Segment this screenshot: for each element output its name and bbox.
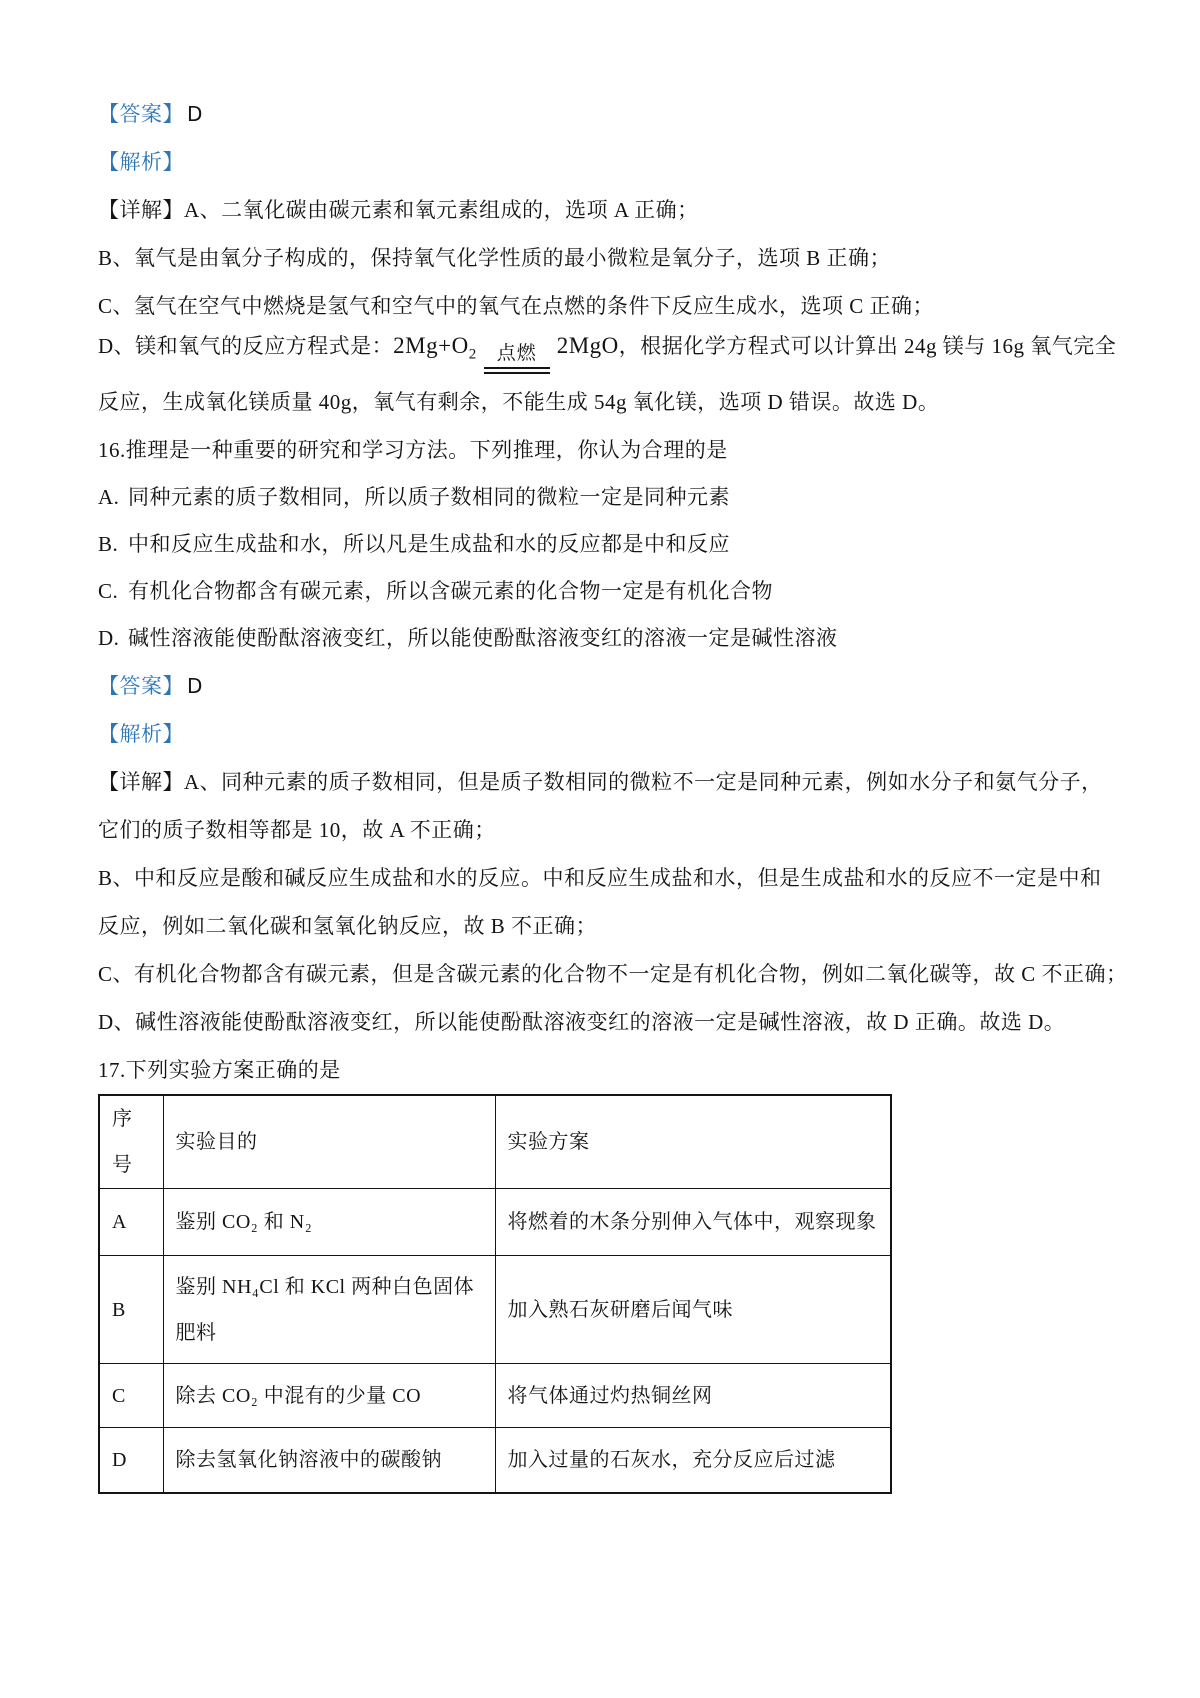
answer-label: 【答案】 [98, 102, 184, 126]
q15-detail-b: B、氧气是由氧分子构成的，保持氧气化学性质的最小微粒是氧分子，选项 B 正确； [98, 246, 892, 270]
q15-detail-c: C、氢气在空气中燃烧是氢气和空气中的氧气在点燃的条件下反应生成水，选项 C 正确； [98, 294, 935, 318]
header-cell-index: 序号 [99, 1095, 163, 1189]
cell-purpose: 鉴别 NH₄Cl 和 KCl 两种白色固体肥料 [163, 1256, 495, 1364]
cell-purpose: 鉴别 CO₂ 和 N₂ [163, 1189, 495, 1256]
option-text: 中和反应生成盐和水，所以凡是生成盐和水的反应都是中和反应 [128, 532, 730, 556]
q16-detail-line: 【详解】A、同种元素的质子数相同，但是质子数相同的微粒不一定是同种元素，例如水分子和氨气分子， [98, 770, 1103, 794]
analysis-label: 【解析】 [98, 150, 184, 174]
option-label: A. [98, 485, 120, 509]
answer-value: D [187, 102, 203, 126]
equation-rhs: 2MgO [556, 333, 619, 358]
q16-stem: 16.推理是一种重要的研究和学习方法。下列推理，你认为合理的是 [98, 438, 728, 462]
equation-lhs-main: 2Mg+O [393, 333, 469, 358]
header-cell-plan: 实验方案 [495, 1095, 891, 1189]
q17-stem: 17.下列实验方案正确的是 [98, 1058, 341, 1082]
option-text: 碱性溶液能使酚酞溶液变红，所以能使酚酞溶液变红的溶液一定是碱性溶液 [128, 626, 838, 650]
equation-lhs-subscript: 2 [468, 346, 477, 363]
table-row-c [99, 1364, 891, 1428]
q16-detail-line: D、碱性溶液能使酚酞溶液变红，所以能使酚酞溶液变红的溶液一定是碱性溶液，故 D 正确。故选 D。 [98, 1010, 1066, 1034]
table-header-row [99, 1095, 891, 1189]
table-row-a [99, 1189, 891, 1256]
q16-option-a [98, 474, 1112, 521]
cell-row-id: B [99, 1256, 163, 1364]
cell-row-id: C [99, 1364, 163, 1428]
q15-analysis-line [98, 138, 1112, 186]
q15-detail-d [98, 330, 1117, 378]
cell-row-id: D [99, 1428, 163, 1493]
table-row-b [99, 1256, 891, 1364]
q16-option-c [98, 568, 1112, 615]
option-text: 同种元素的质子数相同，所以质子数相同的微粒一定是同种元素 [128, 485, 730, 509]
reaction-double-line [484, 367, 550, 374]
cell-row-id: A [99, 1189, 163, 1256]
option-label: D. [98, 626, 120, 650]
reaction-condition-arrow [484, 341, 550, 378]
q15-detail-a: 【详解】A、二氧化碳由碳元素和氧元素组成的，选项 A 正确； [98, 198, 699, 222]
cell-plan: 将气体通过灼热铜丝网 [495, 1364, 891, 1428]
reaction-condition-text: 点燃 [496, 343, 537, 364]
analysis-label: 【解析】 [98, 722, 184, 746]
detail-d-suffix: ，根据化学方程式可以计算出 24g 镁与 16g 氧气完全 [618, 334, 1117, 358]
detail-d-prefix: D、镁和氧气的反应方程式是： [98, 334, 394, 358]
answer-value: D [187, 674, 203, 698]
cell-plan: 加入过量的石灰水，充分反应后过滤 [495, 1428, 891, 1493]
cell-purpose: 除去氢氧化钠溶液中的碳酸钠 [163, 1428, 495, 1493]
table-row-d [99, 1428, 891, 1493]
q15-detail-d-cont: 反应，生成氧化镁质量 40g，氧气有剩余，不能生成 54g 氧化镁，选项 D 错误。故选 D。 [98, 390, 940, 414]
header-cell-purpose: 实验目的 [163, 1095, 495, 1189]
equation-lhs [393, 333, 477, 363]
option-text: 有机化合物都含有碳元素，所以含碳元素的化合物一定是有机化合物 [128, 579, 773, 603]
q16-answer-line [98, 662, 1112, 710]
q17-experiment-table [98, 1094, 892, 1494]
option-label: C. [98, 579, 119, 603]
q16-option-d [98, 615, 1112, 662]
cell-purpose: 除去 CO₂ 中混有的少量 CO [163, 1364, 495, 1428]
q16-detail-line: C、有机化合物都含有碳元素，但是含碳元素的化合物不一定是有机化合物，例如二氧化碳等，故 C 不正确； [98, 962, 1128, 986]
cell-plan: 将燃着的木条分别伸入气体中，观察现象 [495, 1189, 891, 1256]
q16-option-b [98, 521, 1112, 568]
q16-detail-line: B、中和反应是酸和碱反应生成盐和水的反应。中和反应生成盐和水，但是生成盐和水的反应不一定是中和 [98, 866, 1102, 890]
q15-answer-line [98, 90, 1112, 138]
q16-detail-line: 反应，例如二氧化碳和氢氧化钠反应，故 B 不正确； [98, 914, 598, 938]
option-label: B. [98, 532, 119, 556]
q16-detail-line: 它们的质子数相等都是 10，故 A 不正确； [98, 818, 496, 842]
cell-plan: 加入熟石灰研磨后闻气味 [495, 1256, 891, 1364]
answer-label: 【答案】 [98, 674, 184, 698]
q16-analysis-line [98, 710, 1112, 758]
